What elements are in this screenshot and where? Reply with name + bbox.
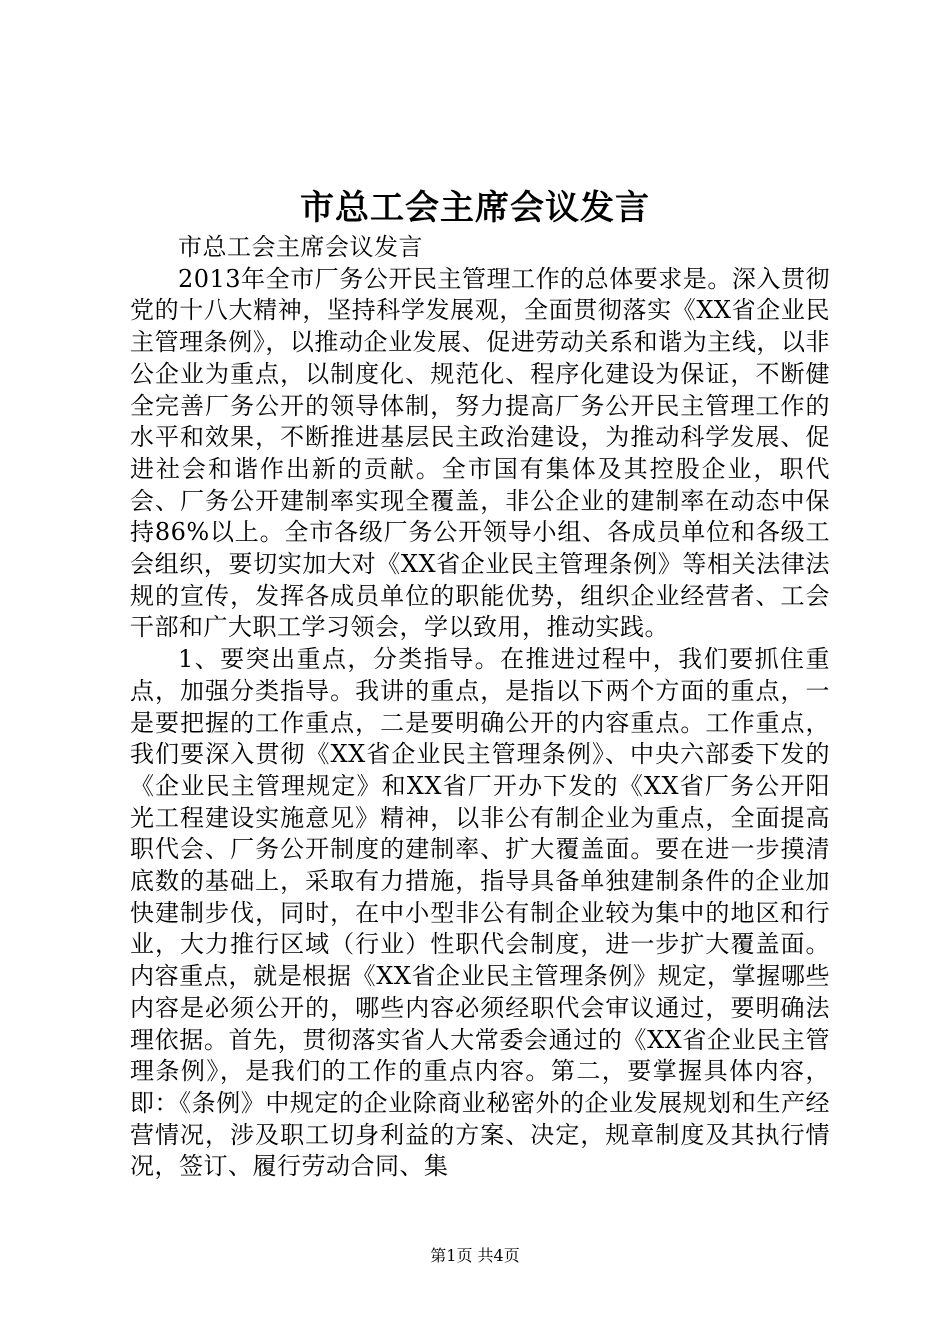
paragraph-overview: 2013年全市厂务公开民主管理工作的总体要求是。深入贯彻党的十八大精神，坚持科学发展观，全面贯彻落实《XX省企业民主管理条例》，以推动企业发展、促进劳动关系和谐为主线，以非公企业为重点，以制度化、规范化、程序化建设为保证，不断健全完善厂务公开的领导体制，努力提高厂务公开民主管理工作的水平和效果，不断推进基层民主政治建设，为推动科学发展、促进社会和谐作出新的贡献。全市国有集体及其控股企业，职代会、厂务公开建制率实现全覆盖，非公企业的建制率在动态中保持86%以上。全市各级厂务公开领导小组、各成员单位和各级工会组织，要切实加大对《XX省企业民主管理条例》等相关法律法规的宣传，发挥各成员单位的职能优势，组织企业经营者、工会干部和广大职工学习领会，学以致用，推动实践。 (130, 264, 830, 642)
document-title: 市总工会主席会议发言 (300, 188, 650, 228)
paragraph-section-1: 1、要突出重点，分类指导。在推进过程中，我们要抓住重点，加强分类指导。我讲的重点，是指以下两个方面的重点，一是要把握的工作重点，二是要明确公开的内容重点。工作重点，我们要深入贯彻《XX省企业民主管理条例》、中央六部委下发的《企业民主管理规定》和XX省厂开办下发的《XX省厂务公开阳光工程建设实施意见》精神，以非公有制企业为重点，全面提高职代会、厂务公开制度的建制率、扩大覆盖面。要在进一步摸清底数的基础上，采取有力措施，指导具备单独建制条件的企业加快建制步伐，同时，在中小型非公有制企业较为集中的地区和行业，大力推行区域（行业）性职代会制度，进一步扩大覆盖面。内容重点，就是根据《XX省企业民主管理条例》规定，掌握哪些内容是必须公开的，哪些内容必须经职代会审议通过，要明确法理依据。首先，贯彻落实省人大常委会通过的《XX省企业民主管理条例》，是我们的工作的重点内容。第二，要掌握具体内容，即：《条例》中规定的企业除商业秘密外的企业发展规划和生产经营情况，涉及职工切身利益的方案、决定，规章制度及其执行情况，签订、履行劳动合同、集 (130, 645, 830, 1181)
document-body (130, 232, 830, 1183)
page-footer: 第1页 共4页 (430, 1246, 520, 1265)
paragraph-subtitle: 市总工会主席会议发言 (178, 233, 423, 261)
